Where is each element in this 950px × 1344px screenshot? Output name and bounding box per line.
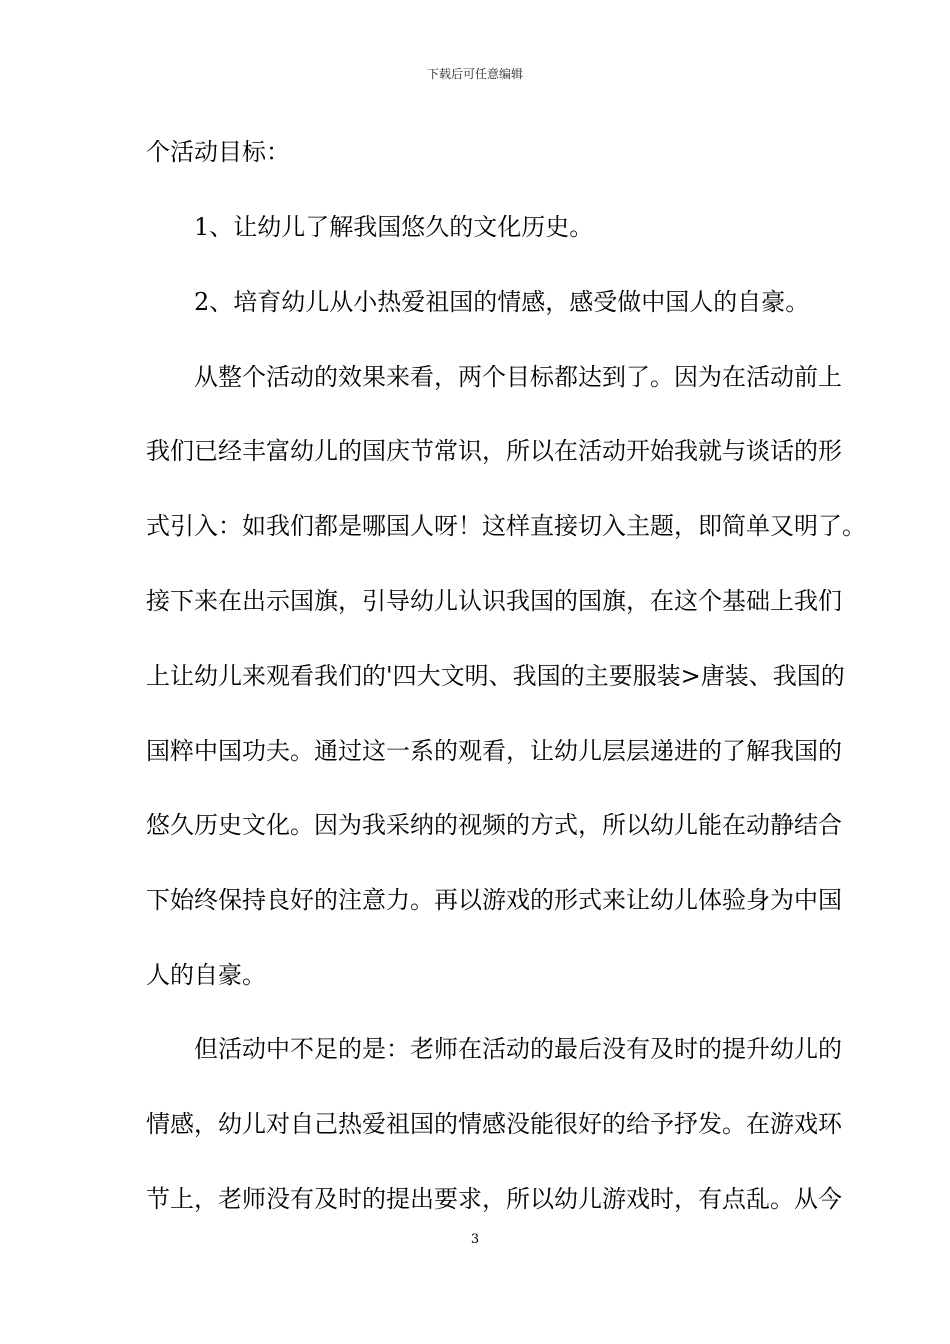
text-line: 1、让幼儿了解我国悠久的文化历史。 (146, 213, 594, 241)
text-line: 情感，幼儿对自己热爱祖国的情感没能很好的给予抒发。在游戏环 (146, 1110, 842, 1138)
text-line: 2、培育幼儿从小热爱祖国的情感，感受做中国人的自豪。 (146, 288, 810, 316)
text-line: 从整个活动的效果来看，两个目标都达到了。因为在活动前上 (146, 363, 842, 391)
text-line: 接下来在出示国旗，引导幼儿认识我国的国旗，在这个基础上我们 (146, 587, 842, 615)
page-header-note: 下载后可任意编辑 (426, 67, 523, 81)
text-line: 我们已经丰富幼儿的国庆节常识，所以在活动开始我就与谈话的形 (146, 437, 842, 465)
text-line: 节上，老师没有及时的提出要求，所以幼儿游戏时，有点乱。从今 (146, 1185, 842, 1213)
page-number: 3 (470, 1232, 480, 1247)
text-line: 人的自豪。 (146, 961, 266, 989)
text-line: 但活动中不足的是：老师在活动的最后没有及时的提升幼儿的 (146, 1035, 842, 1063)
text-line: 上让幼儿来观看我们的'四大文明、我国的主要服装>唐装、我国的 (146, 662, 845, 690)
text-line: 式引入：如我们都是哪国人呀！这样直接切入主题，即简单又明了。 (146, 512, 866, 540)
text-line: 国粹中国功夫。通过这一系的观看，让幼儿层层递进的了解我国的 (146, 737, 842, 765)
text-line: 下始终保持良好的注意力。再以游戏的形式来让幼儿体验身为中国 (146, 886, 842, 914)
text-line: 悠久历史文化。因为我采纳的视频的方式，所以幼儿能在动静结合 (146, 811, 842, 839)
text-line: 个活动目标： (146, 138, 290, 166)
